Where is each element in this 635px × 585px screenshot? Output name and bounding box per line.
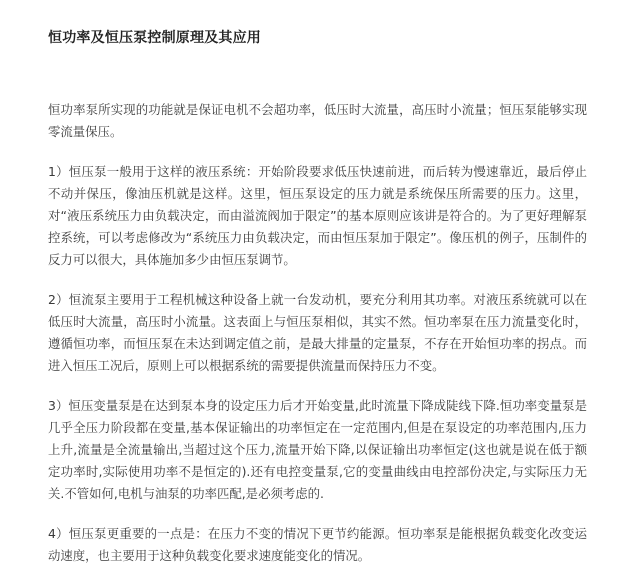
paragraph-energy-saving: 4）恒压泵更重要的一点是：在压力不变的情况下更节约能源。恒功率泵是能根据负载变化改变运动速度，也主要用于这种负载变化要求速度能变化的情况。 [48, 526, 587, 563]
paragraph-intro: 恒功率泵所实现的功能就是保证电机不会超功率，低压时大流量，高压时小流量；恒压泵能够实现零流量保压。 [48, 102, 587, 139]
article-title: 恒功率及恒压泵控制原理及其应用 [48, 30, 261, 46]
paragraph-variable-pump: 3）恒压变量泵是在达到泵本身的设定压力后才开始变量,此时流量下降成陡线下降.恒功率变量泵是几乎全压力阶段都在变量,基本保证输出的功率恒定在一定范围内,但是在泵设定的功率范围内,压力上升,流量是全流量输出,当超过这个压力,流量开始下降,以保证输出功率恒定(这也就是说在低于额定功率时,实际使用功率不是恒定的).还有电控变量泵,它的变量曲线由电控部份决定,与实际压力无关.不管如何,电机与油泵的功率匹配,是必须考虑的. [48, 398, 587, 501]
article-body [48, 99, 587, 585]
paragraph-constant-flow: 2）恒流泵主要用于工程机械这种设备上就一台发动机，要充分利用其功率。对液压系统就可以在低压时大流量，高压时小流量。这表面上与恒压泵相似，其实不然。恒功率泵在压力流量变化时，遵循恒功率，而恒压泵在未达到调定值之前，是最大排量的定量泵，不存在开始恒功率的拐点。而进入恒压工况后，原则上可以根据系统的需要提供流量而保持压力不变。 [48, 292, 587, 373]
paragraph-constant-pressure: 1）恒压泵一般用于这样的液压系统：开始阶段要求低压快速前进，而后转为慢速靠近，最后停止不动并保压，像油压机就是这样。这里，恒压泵设定的压力就是系统保压所需要的压力。这里，对“液压系统压力由负载决定，而由溢流阀加于限定”的基本原则应该讲是符合的。为了更好理解泵控系统，可以考虑修改为“系统压力由负载决定，而由恒压泵加于限定”。像压机的例子，压制件的反力可以很大，具体施加多少由恒压泵调节。 [48, 164, 587, 267]
